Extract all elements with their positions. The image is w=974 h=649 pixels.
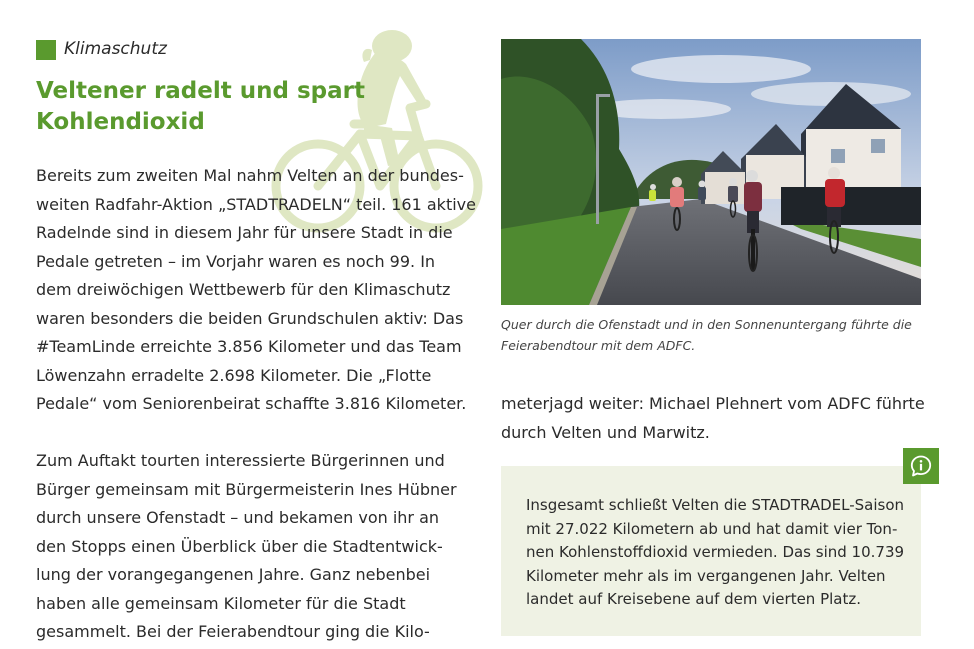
category-label: Klimaschutz — [64, 39, 167, 59]
text-line: haben alle gemeinsam Kilometer für die Stadt — [36, 593, 406, 613]
text-line: nen Kohlenstoffdioxid vermieden. Das sind 10.739 — [526, 543, 905, 561]
category-marker — [36, 40, 56, 60]
body-paragraph-1 — [36, 162, 476, 419]
text-line: weiten Radfahr-Aktion „STADTRADELN“ teil. 161 aktive — [36, 194, 476, 214]
text-line: Insgesamt schließt Velten die STADTRADEL-Saison — [526, 496, 905, 514]
caption-line: Quer durch die Ofenstadt und in den Sonnenuntergang führte die — [501, 317, 912, 332]
body-paragraph-3 — [501, 390, 941, 447]
text-line: waren besonders die beiden Grundschulen aktiv: Das — [36, 308, 464, 328]
article-headline — [36, 76, 376, 138]
text-line: landet auf Kreisebene auf dem vierten Platz. — [526, 590, 862, 608]
text-line: Radelnde sind in diesem Jahr für unsere Stadt in die — [36, 223, 453, 242]
text-line: #TeamLinde erreichte 3.856 Kilometer und das Team — [36, 337, 462, 356]
headline-line-2: Kohlendioxid — [36, 109, 205, 135]
text-line: mit 27.022 Kilometern ab und hat damit vier Ton- — [526, 519, 898, 538]
info-icon — [903, 448, 939, 484]
text-line: durch Velten und Marwitz. — [501, 422, 710, 442]
text-line: Pedale“ vom Seniorenbeirat schaffte 3.816 Kilometer. — [36, 394, 467, 413]
photo-caption — [501, 314, 921, 356]
text-line: dem dreiwöchigen Wettbewerb für den Klimaschutz — [36, 280, 451, 299]
text-line: lung der vorangegangenen Jahre. Ganz nebenbei — [36, 565, 431, 584]
article-photo — [501, 39, 921, 305]
text-line: Bürger gemeinsam mit Bürgermeisterin Ines Hübner — [36, 479, 457, 499]
body-paragraph-2 — [36, 447, 476, 647]
text-line: den Stopps einen Überblick über die Stadtentwick- — [36, 536, 443, 556]
info-glyph-icon — [909, 454, 933, 478]
text-line: durch unsere Ofenstadt – und bekamen von ihr an — [36, 508, 440, 527]
text-line: meterjagd weiter: Michael Plehnert vom ADFC führte — [501, 394, 925, 413]
info-box-text — [526, 494, 906, 612]
caption-line: Feierabendtour mit dem ADFC. — [501, 338, 696, 353]
headline-line-1: Veltener radelt und spart — [36, 78, 365, 104]
text-line: Löwenzahn erradelte 2.698 Kilometer. Die „Flotte — [36, 365, 432, 385]
text-line: Pedale getreten – im Vorjahr waren es noch 99. In — [36, 251, 436, 271]
text-line: Kilometer mehr als im vergangenen Jahr. Velten — [526, 566, 886, 585]
text-line: Bereits zum zweiten Mal nahm Velten an der bundes- — [36, 166, 464, 185]
text-line: gesammelt. Bei der Feierabendtour ging die Kilo- — [36, 622, 430, 641]
text-line: Zum Auftakt tourten interessierte Bürgerinnen und — [36, 451, 445, 470]
